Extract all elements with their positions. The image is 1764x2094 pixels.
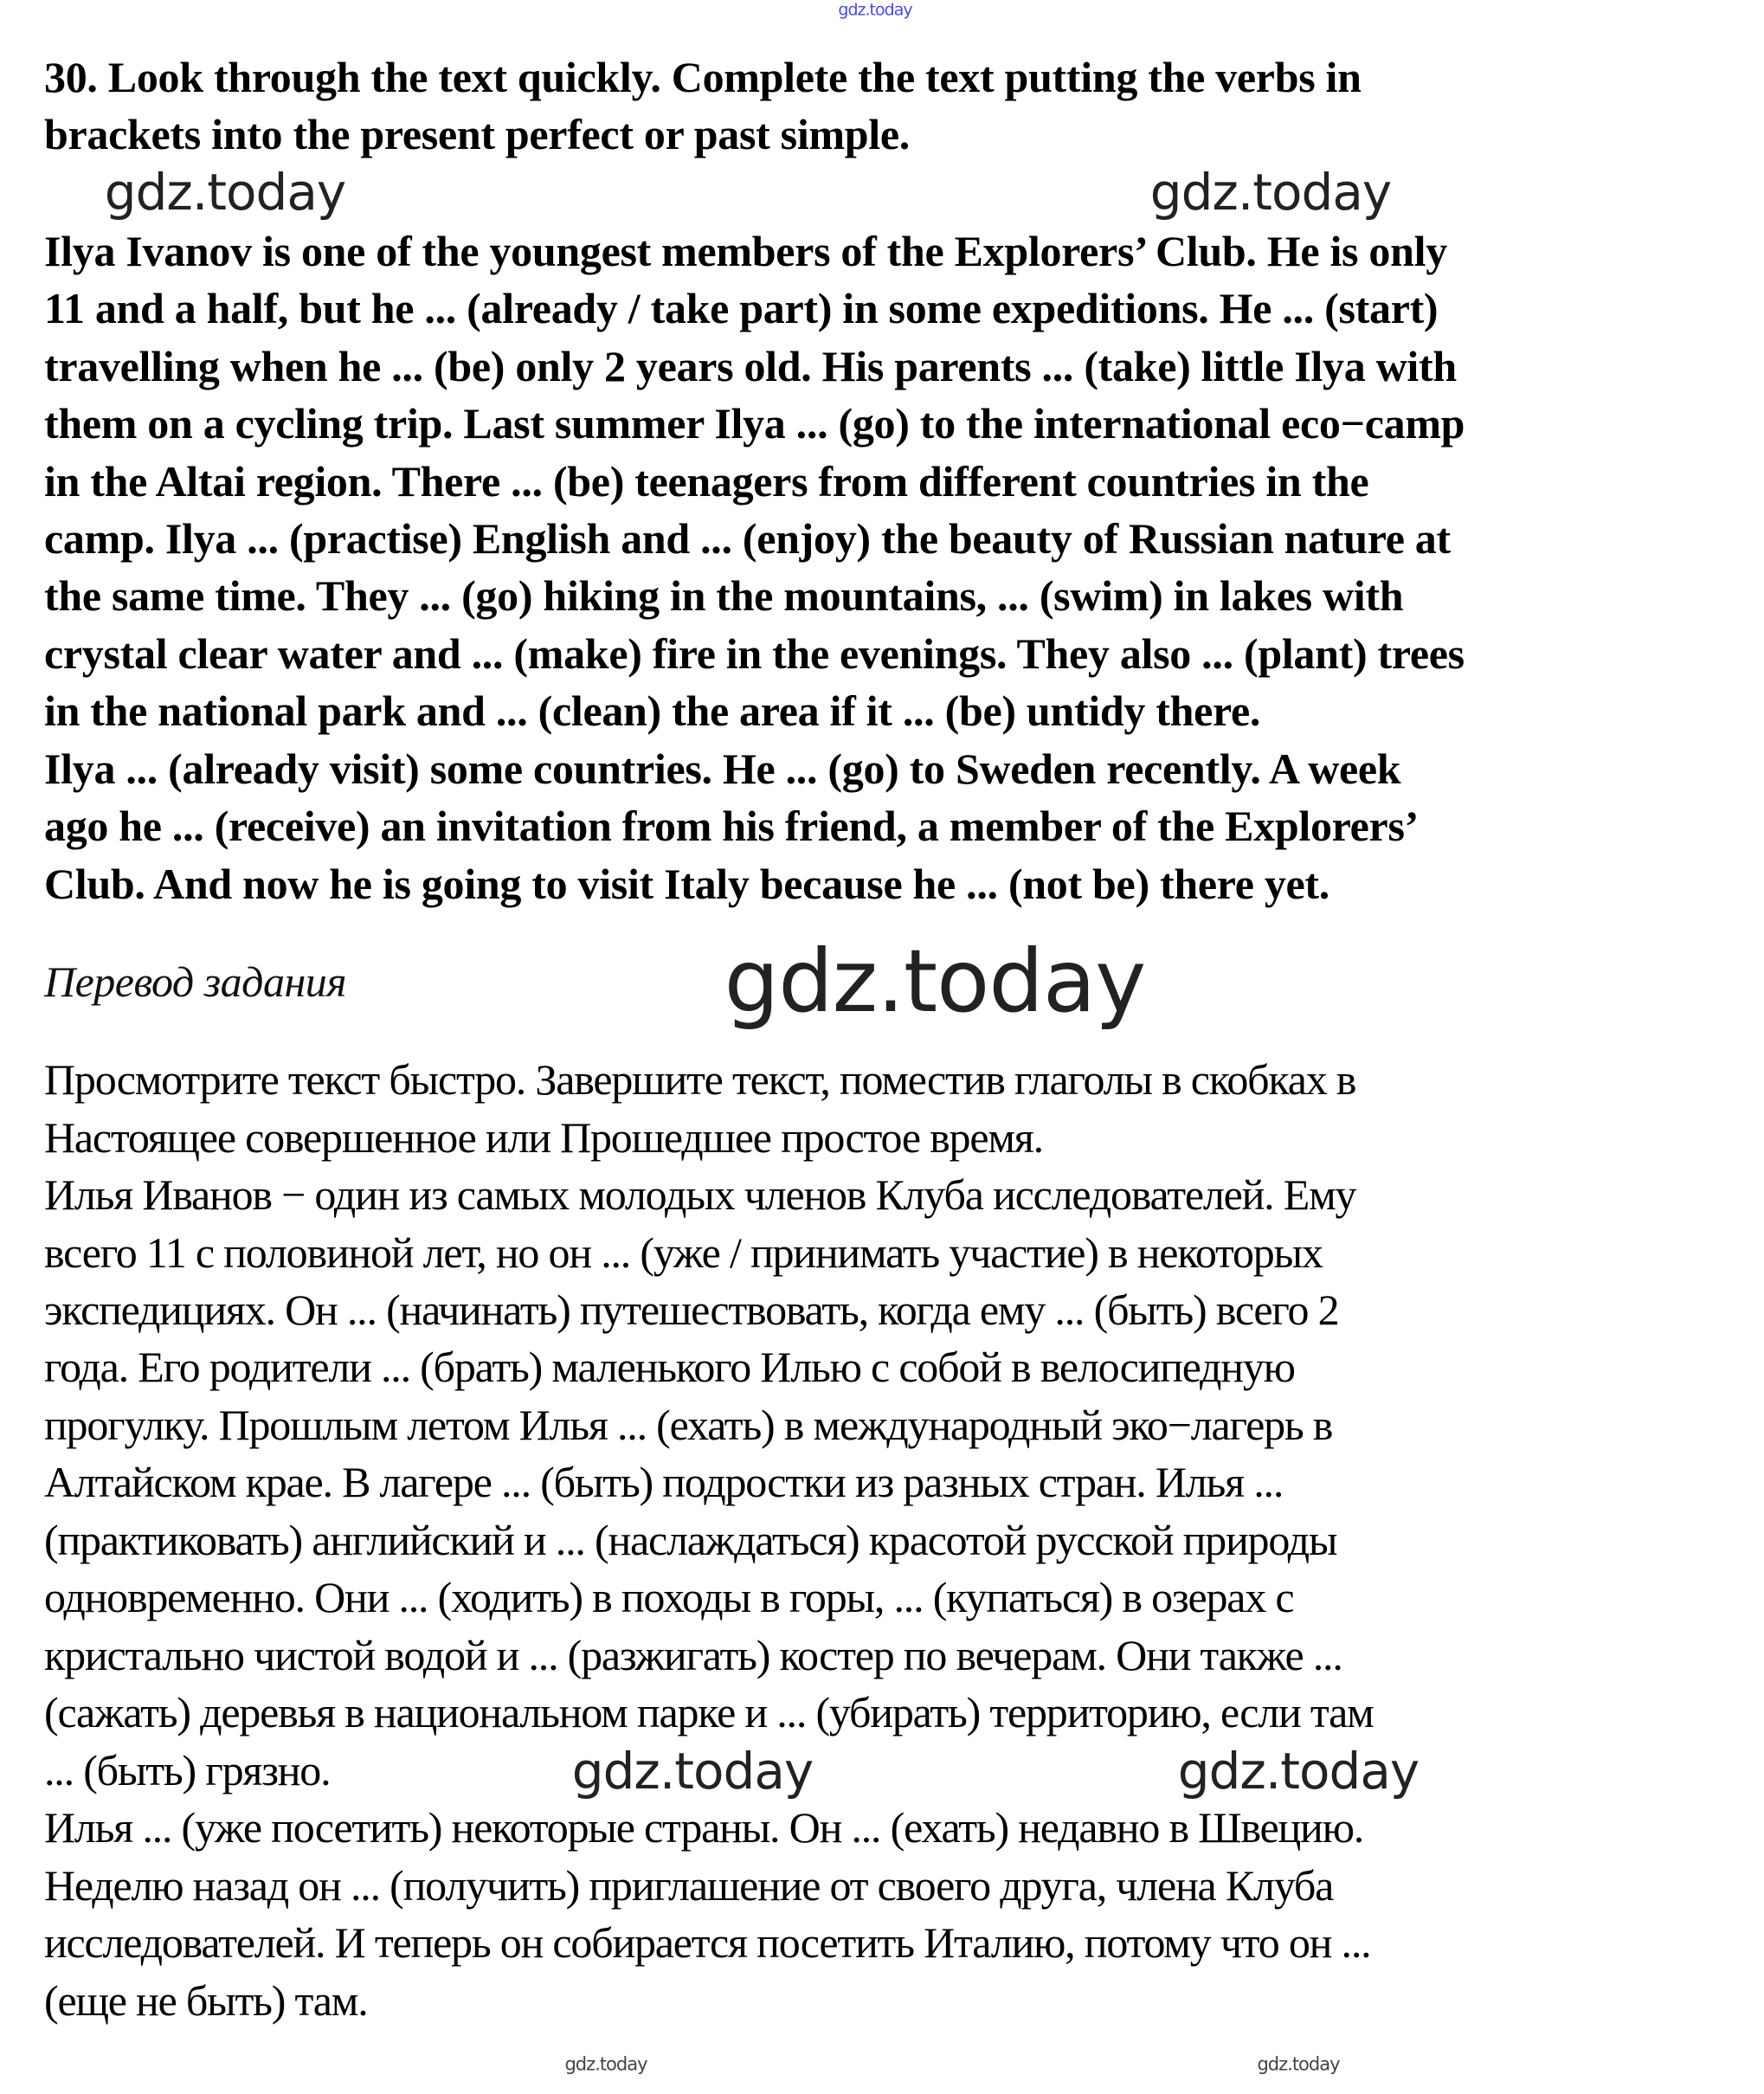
exercise-text-line: in the national park and ... (clean) the area if it ... (be) untidy there. <box>44 686 1261 736</box>
watermark: gdz.today <box>571 1742 814 1801</box>
exercise-text-line: travelling when he ... (be) only 2 years old. His parents ... (take) little Ilya with <box>44 341 1457 390</box>
watermark: gdz.today <box>1177 1742 1420 1801</box>
translation-text-line: ... (быть) грязно. <box>44 1745 331 1794</box>
watermark: gdz.today <box>564 2053 647 2075</box>
translation-text-line: года. Его родители ... (брать) маленького Илью с собой в велосипедную <box>44 1343 1295 1392</box>
watermark: gdz.today <box>1257 2053 1340 2075</box>
translation-text-line: одновременно. Они ... (ходить) в походы в горы, ... (купаться) в озерах с <box>44 1573 1294 1622</box>
translation-text-line: исследователей. И теперь он собирается посетить Италию, потому что он ... <box>44 1918 1371 1968</box>
translation-text-line: кристально чистой водой и ... (разжигать) костер по вечерам. Они также ... <box>44 1630 1342 1679</box>
exercise-text-line: Ilya Ivanov is one of the youngest members of the Explorers’ Club. He is only <box>44 226 1447 275</box>
translation-text-line: (сажать) деревья в национальном парке и ... (убирать) территорию, если там <box>44 1688 1374 1737</box>
exercise-text-line: ago he ... (receive) an invitation from his friend, a member of the Explorers’ <box>44 802 1419 851</box>
exercise-title-line: brackets into the present perfect or past simple. <box>44 109 910 158</box>
watermark: gdz.today <box>1149 163 1392 222</box>
watermark: gdz.today <box>724 931 1146 1032</box>
exercise-text-line: Ilya ... (already visit) some countries. He ... (go) to Sweden recently. A week <box>44 744 1401 793</box>
exercise-title-line: 30. Look through the text quickly. Complete the text putting the verbs in <box>44 52 1362 101</box>
exercise-text-line: the same time. They ... (go) hiking in the mountains, ... (swim) in lakes with <box>44 571 1404 621</box>
translation-text-line: всего 11 с половиной лет, но он ... (уже / принимать участие) в некоторых <box>44 1227 1323 1277</box>
translation-text-line: Настоящее совершенное или Прошедшее простое время. <box>44 1112 1043 1162</box>
watermark: gdz.today <box>838 0 912 20</box>
translation-text-line: Алтайском крае. В лагере ... (быть) подростки из разных стран. Илья ... <box>44 1458 1284 1507</box>
translation-text-line: (еще не быть) там. <box>44 1975 368 2025</box>
translation-text-line: (практиковать) английский и ... (наслаждаться) красотой русской природы <box>44 1515 1337 1564</box>
exercise-text-line: 11 and a half, but he ... (already / take part) in some expeditions. He ... (start) <box>44 284 1439 333</box>
translation-heading: Перевод задания <box>44 957 347 1006</box>
translation-text-line: Илья ... (уже посетить) некоторые страны. Он ... (ехать) недавно в Швецию. <box>44 1803 1364 1852</box>
exercise-text-line: camp. Ilya ... (practise) English and ... (enjoy) the beauty of Russian nature at <box>44 513 1451 563</box>
translation-text-line: экспедициях. Он ... (начинать) путешествовать, когда ему ... (быть) всего 2 <box>44 1285 1339 1334</box>
exercise-text-line: in the Altai region. There ... (be) teenagers from different countries in the <box>44 456 1369 506</box>
exercise-text-line: crystal clear water and ... (make) fire in the evenings. They also ... (plant) trees <box>44 628 1465 678</box>
translation-text-line: Просмотрите текст быстро. Завершите текст, поместив глаголы в скобках в <box>44 1055 1356 1105</box>
exercise-text-line: them on a cycling trip. Last summer Ilya ... (go) to the international eco−camp <box>44 399 1465 448</box>
translation-text-line: Неделю назад он ... (получить) приглашение от своего друга, члена Клуба <box>44 1860 1334 1910</box>
exercise-text-line: Club. And now he is going to visit Italy because he ... (not be) there yet. <box>44 859 1329 908</box>
translation-text-line: прогулку. Прошлым летом Илья ... (ехать) в международный эко−лагерь в <box>44 1400 1333 1449</box>
watermark: gdz.today <box>104 163 346 222</box>
translation-text-line: Илья Иванов − один из самых молодых членов Клуба исследователей. Ему <box>44 1170 1356 1220</box>
